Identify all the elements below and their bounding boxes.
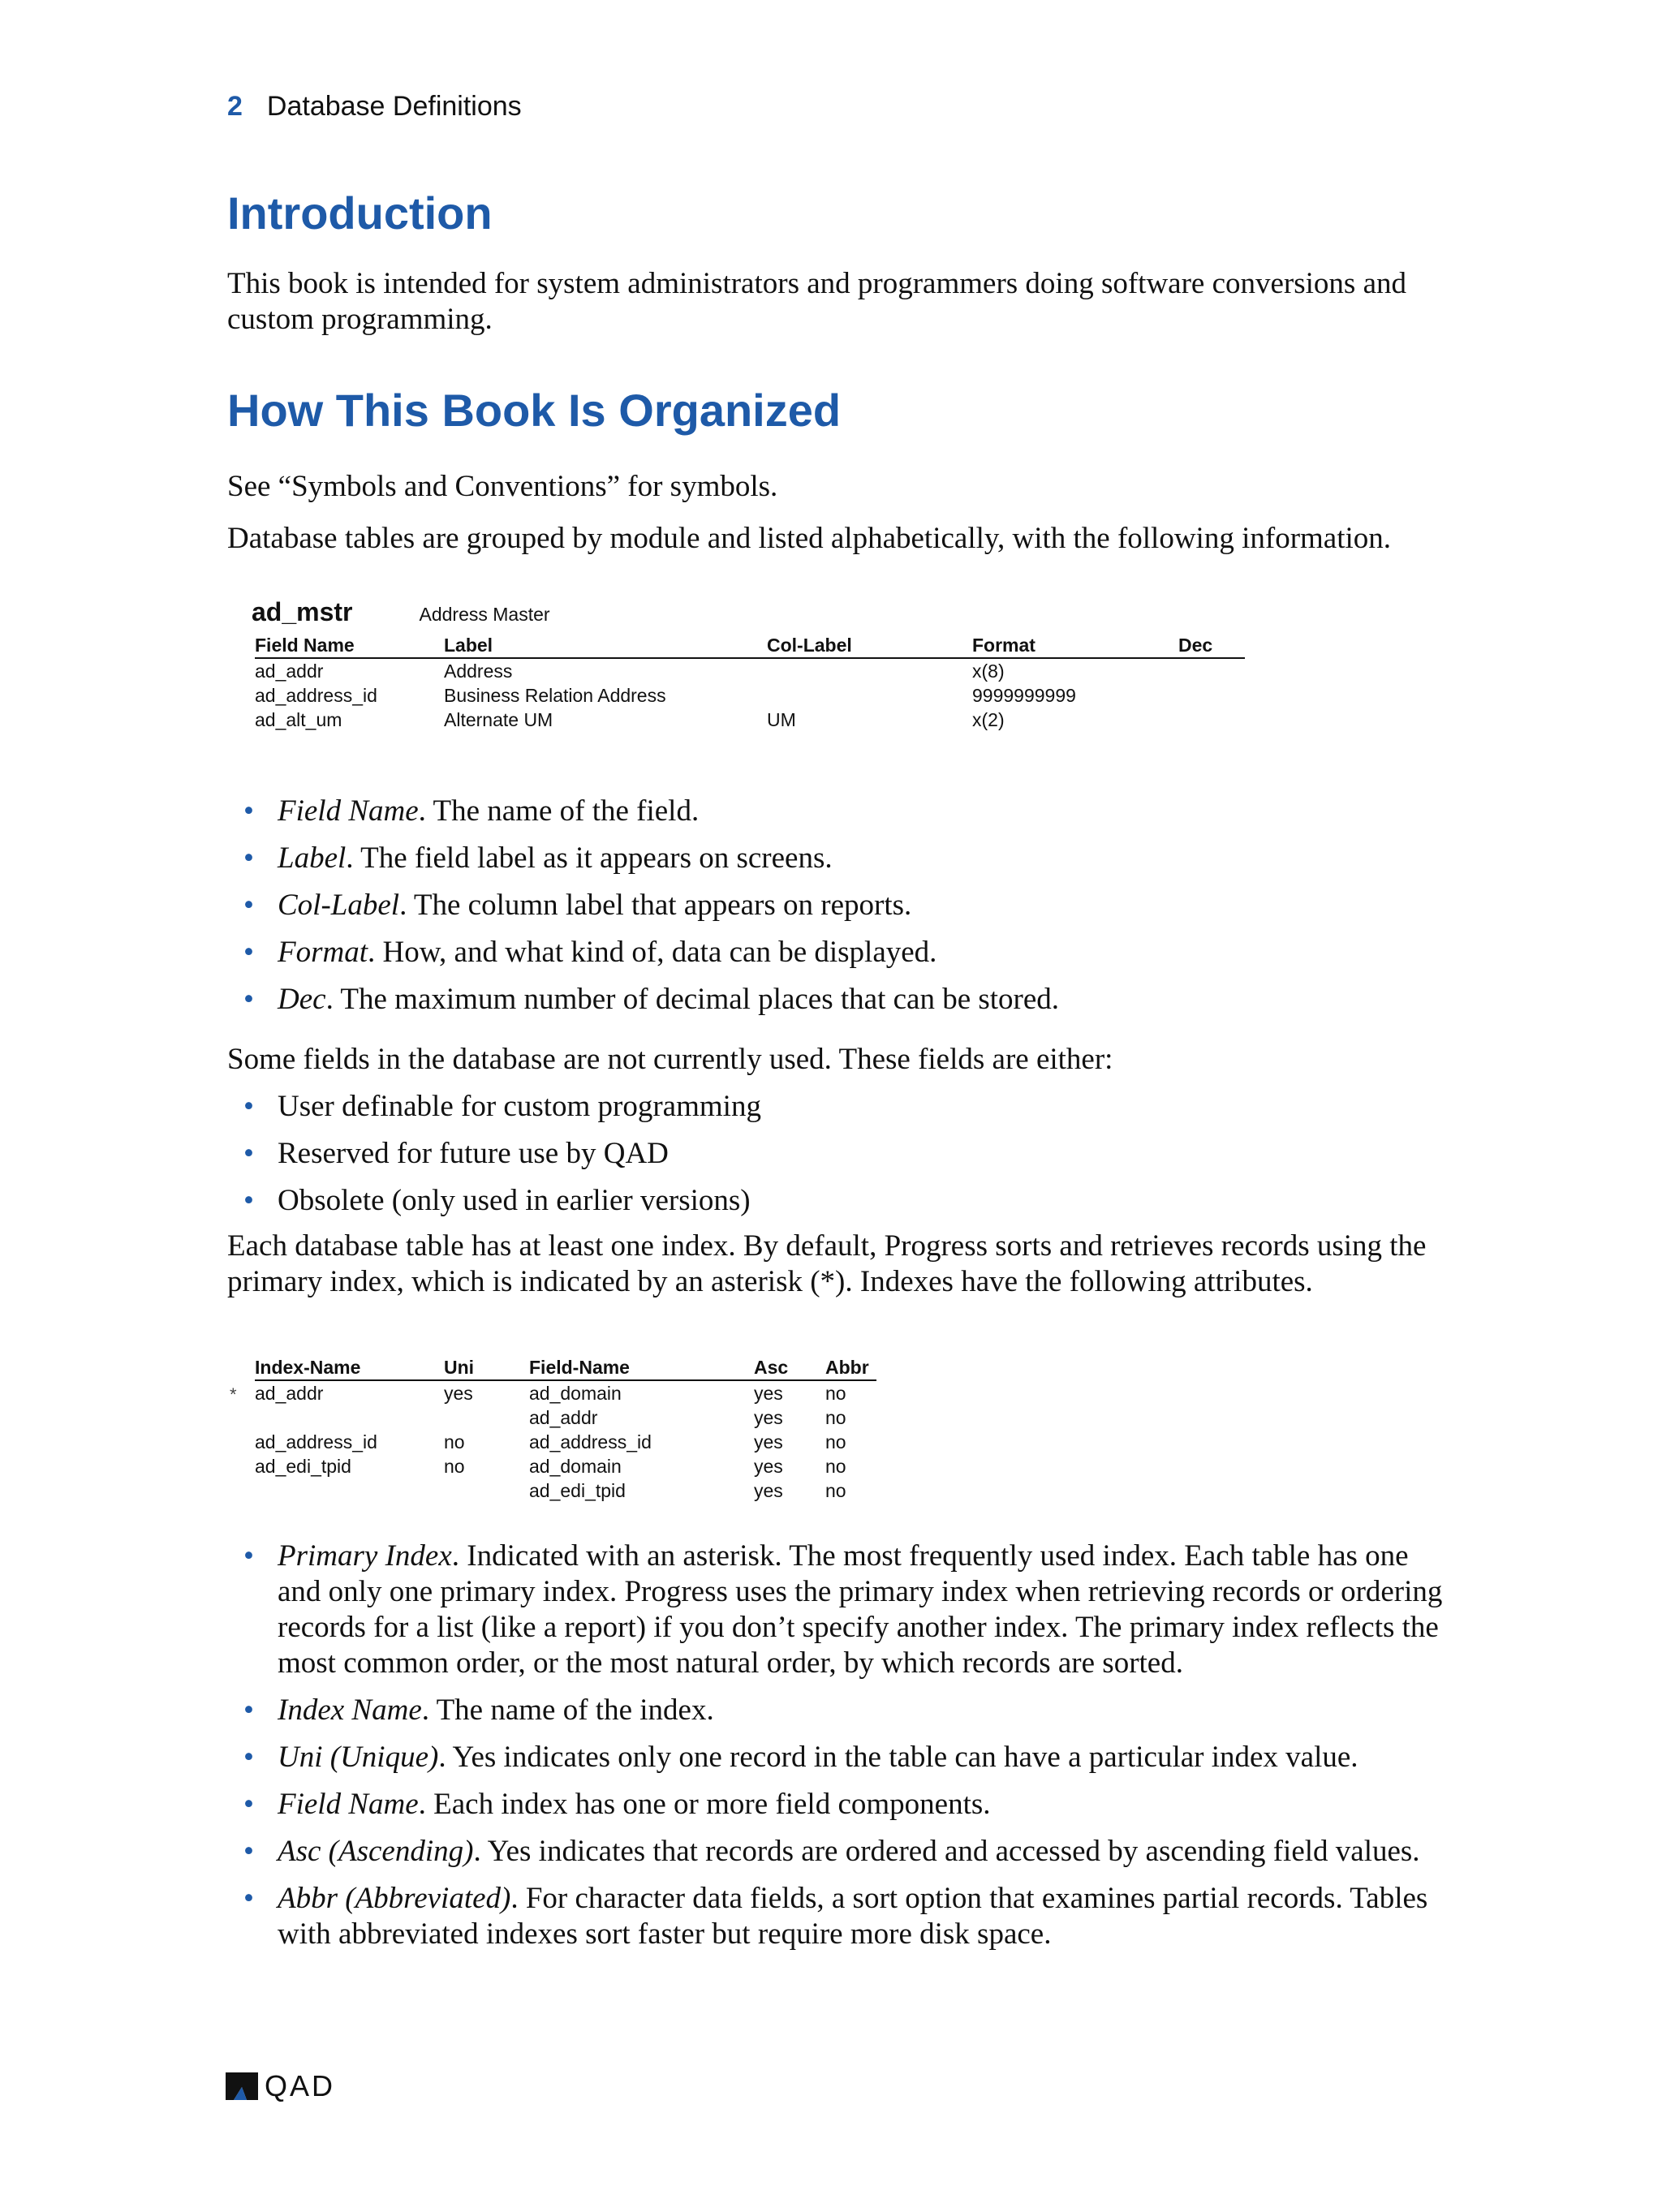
table-cell: no [825, 1480, 846, 1501]
table-cell [255, 1405, 444, 1430]
list-item [243, 982, 1445, 1018]
list-item-term: Primary Index [278, 1539, 452, 1573]
running-head [227, 91, 522, 123]
column-header: Col-Label [767, 633, 972, 658]
list-item-term: Label [278, 841, 347, 875]
table-cell: ad_domain [529, 1456, 622, 1477]
table-row [255, 1380, 876, 1405]
heading-introduction: Introduction [227, 187, 493, 239]
list-item-term: Field Name [278, 794, 419, 828]
list-item-text: User definable for custom programming [278, 1090, 761, 1123]
table-cell: yes [754, 1407, 783, 1428]
table-row [255, 658, 1245, 683]
table-name: ad_mstr [252, 597, 353, 626]
column-header: Field Name [255, 633, 444, 658]
list-item-text: . For character data fields, a sort option that examines partial records. Tables with abbreviated indexes sort faster but require more disk space. [278, 1882, 1428, 1951]
heading-organization: How This Book Is Organized [227, 385, 842, 436]
list-item [243, 935, 1445, 970]
index-paragraph: Each database table has at least one index. By default, Progress sorts and retrieves records using the primary index, which is indicated by an asterisk (*). Indexes have the following attributes. [227, 1229, 1427, 1298]
bullet-icon: • [243, 1539, 254, 1573]
list-item [243, 1881, 1445, 1952]
qad-logo [226, 2069, 335, 2103]
list-item-text: . Yes indicates only one record in the table can have a particular index value. [438, 1741, 1358, 1774]
table-cell [444, 1405, 529, 1430]
list-item-text: . The field label as it appears on screens. [346, 841, 833, 875]
table-cell: ad_address_id [255, 685, 377, 706]
table-cell: yes [754, 1431, 783, 1452]
table-cell: no [825, 1456, 846, 1477]
table-cell: yes [754, 1480, 783, 1501]
bullet-icon: • [243, 1741, 254, 1774]
logo-wordmark: QAD [265, 2069, 336, 2102]
list-item-text: . The name of the field. [418, 794, 700, 828]
bullet-icon: • [243, 794, 254, 828]
table-cell: ad_addr [255, 1383, 324, 1404]
list-item [243, 1787, 1445, 1823]
qad-logo-icon [226, 2072, 258, 2100]
table-cell: yes [754, 1383, 783, 1404]
table-cell: no [444, 1456, 465, 1477]
index-attribute-list [243, 1539, 1445, 1952]
list-item-term: Col-Label [278, 889, 400, 922]
intro-paragraph: This book is intended for system administrators and programmers doing software conversions and custom programming. [227, 267, 1406, 336]
table-row [255, 1430, 876, 1454]
column-header: Label [444, 633, 767, 658]
sample-table-title [252, 597, 550, 627]
table-cell: ad_addr [255, 661, 324, 682]
bullet-icon: • [243, 983, 254, 1016]
column-header: Abbr [825, 1355, 876, 1380]
list-item [243, 1693, 1445, 1728]
column-header: Asc [754, 1355, 825, 1380]
table-cell [444, 1478, 529, 1503]
table-cell: ad_addr [529, 1407, 598, 1428]
table-cell: Alternate UM [444, 709, 553, 730]
list-item [243, 1539, 1445, 1681]
column-header: Format [972, 633, 1178, 658]
list-item-term: Asc (Ascending) [278, 1835, 474, 1868]
table-cell [1178, 683, 1245, 708]
column-header: Dec [1178, 633, 1245, 658]
list-item [243, 794, 1445, 829]
list-item-text: . Yes indicates that records are ordered and accessed by ascending field values. [473, 1835, 1420, 1868]
column-header: Field-Name [529, 1355, 754, 1380]
field-attribute-list [243, 794, 1445, 1018]
list-item-term: Field Name [278, 1788, 419, 1821]
table-cell: ad_domain [529, 1383, 622, 1404]
table-cell: 9999999999 [972, 685, 1076, 706]
table-cell [1178, 658, 1245, 683]
table-cell: ad_address_id [255, 1431, 377, 1452]
table-row [255, 708, 1245, 732]
list-item-text: . The name of the index. [421, 1693, 714, 1727]
table-row [255, 1405, 876, 1430]
bullet-icon: • [243, 841, 254, 875]
bullet-icon: • [243, 1835, 254, 1868]
table-cell [1178, 708, 1245, 732]
table-description: Address Master [419, 604, 550, 625]
list-item-text: . The maximum number of decimal places that can be stored. [325, 983, 1060, 1016]
list-item-text: . Indicated with an asterisk. The most frequently used index. Each table has one and only one primary index. Progress uses the primary index when retrieving records or ordering records for a list (like a report) if you don’t specify another index. The primary index reflects the most common order, or the most natural order, by which records are sorted. [278, 1539, 1443, 1680]
list-item-term: Dec [278, 983, 326, 1016]
table-cell: ad_edi_tpid [529, 1480, 626, 1501]
list-item-term: Index Name [278, 1693, 422, 1727]
table-cell: ad_alt_um [255, 709, 342, 730]
list-item [243, 1136, 1445, 1172]
bullet-icon: • [243, 1137, 254, 1170]
primary-index-marker: * [230, 1384, 237, 1405]
list-item-term: Abbr (Abbreviated) [278, 1882, 511, 1915]
table-row [255, 1478, 876, 1503]
bullet-icon: • [243, 889, 254, 922]
table-cell: yes [754, 1456, 783, 1477]
list-item-term: Format [278, 936, 368, 969]
list-item [243, 1183, 1445, 1219]
table-cell: ad_edi_tpid [255, 1456, 351, 1477]
list-item-text: . Each index has one or more field components. [418, 1788, 991, 1821]
list-item-text: Reserved for future use by QAD [278, 1137, 669, 1170]
page-number: 2 [227, 91, 243, 122]
unused-fields-list [243, 1089, 1445, 1219]
table-header-row [255, 633, 1245, 658]
table-cell [767, 683, 972, 708]
column-header: Index-Name [255, 1355, 444, 1380]
bullet-icon: • [243, 1693, 254, 1727]
table-cell: x(8) [972, 661, 1005, 682]
bullet-icon: • [243, 936, 254, 969]
table-cell: Address [444, 661, 513, 682]
table-cell: yes [444, 1383, 473, 1404]
list-item-text: Obsolete (only used in earlier versions) [278, 1184, 751, 1217]
list-item [243, 841, 1445, 876]
table-row [255, 683, 1245, 708]
table-cell: UM [767, 709, 796, 730]
table-header-row [255, 1355, 876, 1380]
table-cell: no [825, 1431, 846, 1452]
table-row [255, 1454, 876, 1478]
symbols-paragraph: See “Symbols and Conventions” for symbols. [227, 470, 778, 503]
chapter-title: Database Definitions [266, 91, 522, 122]
list-item-text: . How, and what kind of, data can be displayed. [368, 936, 937, 969]
table-cell [255, 1478, 444, 1503]
table-cell: x(2) [972, 709, 1005, 730]
tables-paragraph: Database tables are grouped by module and listed alphabetically, with the following information. [227, 522, 1392, 555]
table-cell: no [444, 1431, 465, 1452]
bullet-icon: • [243, 1184, 254, 1217]
bullet-icon: • [243, 1090, 254, 1123]
table-cell: ad_address_id [529, 1431, 652, 1452]
list-item [243, 1089, 1445, 1125]
bullet-icon: • [243, 1788, 254, 1821]
index-definition-table [255, 1355, 876, 1503]
table-cell: no [825, 1407, 846, 1428]
list-item-term: Uni (Unique) [278, 1741, 439, 1774]
list-item-text: . The column label that appears on reports. [399, 889, 912, 922]
table-cell: Business Relation Address [444, 685, 666, 706]
unused-fields-paragraph: Some fields in the database are not currently used. These fields are either: [227, 1043, 1113, 1076]
column-header: Uni [444, 1355, 529, 1380]
list-item [243, 1834, 1445, 1870]
table-cell: no [825, 1383, 846, 1404]
list-item [243, 888, 1445, 923]
list-item [243, 1740, 1445, 1775]
table-cell [767, 658, 972, 683]
bullet-icon: • [243, 1882, 254, 1915]
field-definition-table [255, 633, 1245, 732]
